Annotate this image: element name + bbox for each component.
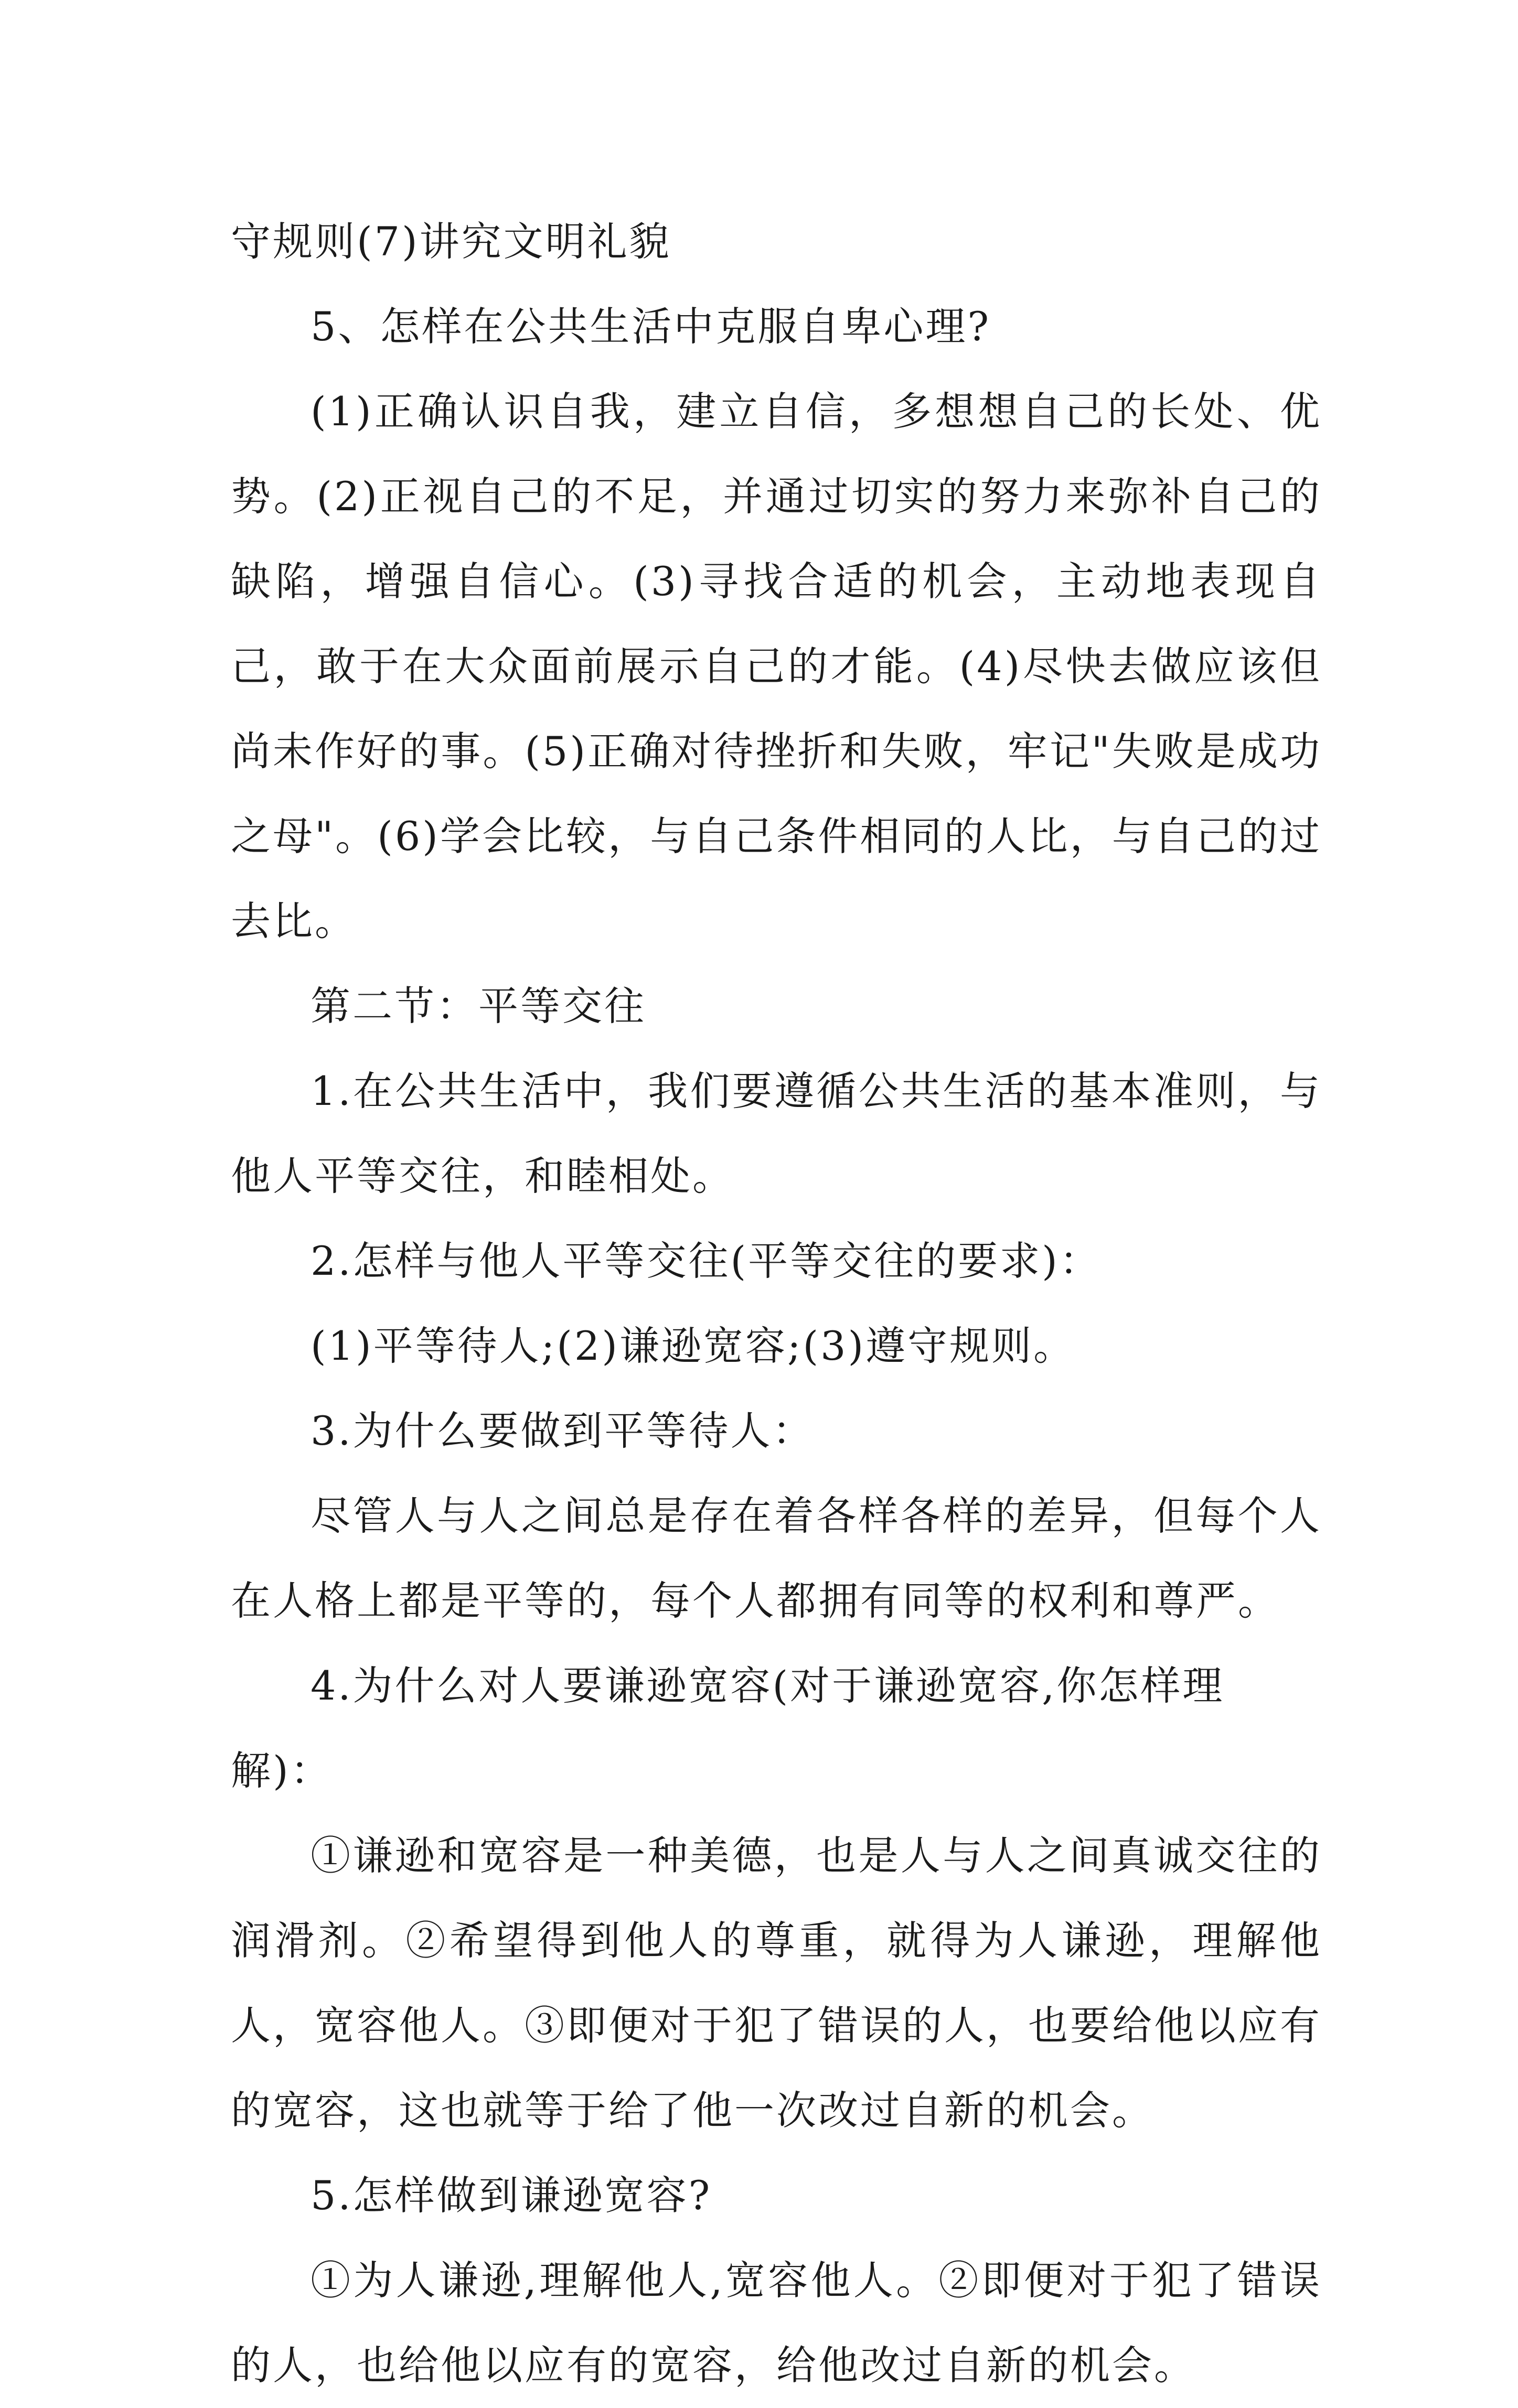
paragraph-5: 1.在公共生活中，我们要遵循公共生活的基本准则，与他人平等交往，和睦相处。 bbox=[231, 1068, 1322, 1199]
paragraph-6: 2.怎样与他人平等交往(平等交往的要求)： bbox=[311, 1238, 1102, 1284]
paragraph-2: 5、怎样在公共生活中克服自卑心理? bbox=[311, 303, 991, 350]
paragraph-7: (1)平等待人;(2)谦逊宽容;(3)遵守规则。 bbox=[311, 1323, 1076, 1369]
paragraph-11: ①谦逊和宽容是一种美德，也是人与人之间真诚交往的润滑剂。②希望得到他人的尊重，就得为人谦逊，理解他人，宽容他人。③即便对于犯了错误的人，也要给他以应有的宽容，这也就等于给了他一次改过自新的机会。 bbox=[231, 1832, 1322, 2134]
paragraph-10: 4.为什么对人要谦逊宽容(对于谦逊宽容,你怎样理解)： bbox=[231, 1662, 1225, 1794]
paragraph-1: 守规则(7)讲究文明礼貌 bbox=[231, 218, 671, 265]
paragraph-3: (1)正确认识自我，建立自信，多想想自己的长处、优势。(2)正视自己的不足，并通过切实的努力来弥补自己的缺陷，增强自信心。(3)寻找合适的机会，主动地表现自己，敢于在大众面前展示自己的才能。(4)尽快去做应该但尚未作好的事。(5)正确对待挫折和失败，牢记"失败是成功之母"。(6)学会比较，与自己条件相同的人比，与自己的过去比。 bbox=[231, 388, 1322, 944]
paragraph-9: 尽管人与人之间总是存在着各样各样的差异，但每个人在人格上都是平等的，每个人都拥有同等的权利和尊严。 bbox=[231, 1492, 1322, 1624]
paragraph-13: ①为人谦逊,理解他人,宽容他人。②即便对于犯了错误的人，也给他以应有的宽容，给他改过自新的机会。 bbox=[231, 2257, 1322, 2389]
document-body bbox=[231, 199, 1322, 2408]
paragraph-8: 3.为什么要做到平等待人： bbox=[311, 1407, 815, 1454]
paragraph-12: 5.怎样做到谦逊宽容? bbox=[311, 2172, 712, 2219]
section-heading: 第二节：平等交往 bbox=[311, 983, 646, 1029]
